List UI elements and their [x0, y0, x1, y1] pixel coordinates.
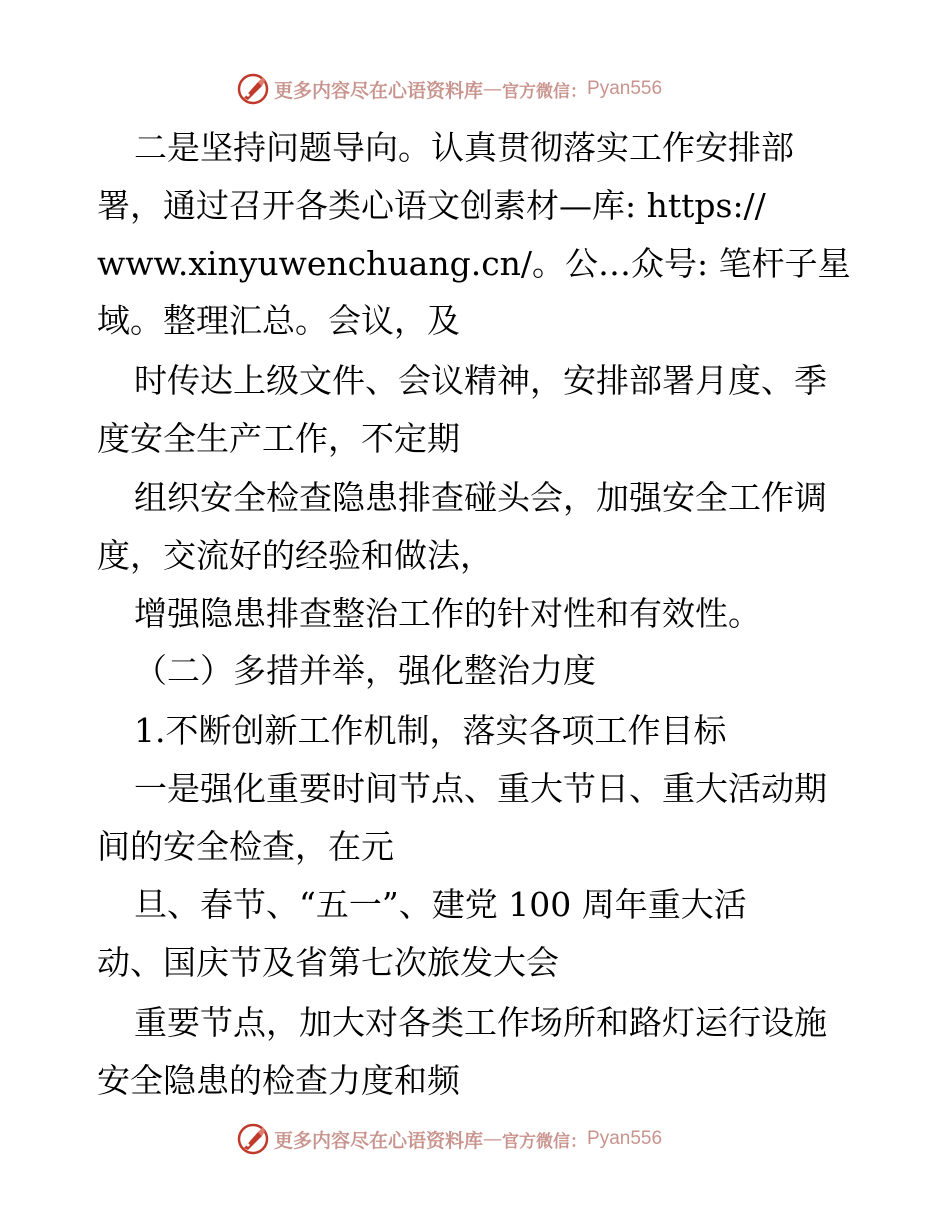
body-line: 时传达上级文件、会议精神，安排部署月度、季: [134, 361, 827, 400]
fountain-pen-logo-icon: [236, 1122, 270, 1156]
banner-dash: —: [483, 78, 503, 100]
body-line: 增强隐患排查整治工作的针对性和有效性。: [134, 594, 761, 633]
body-line: 安全隐患的检查力度和频: [97, 1061, 460, 1100]
body-line: 一是强化重要时间节点、重大节日、重大活动期: [134, 769, 827, 808]
banner-text: 更多内容尽在心语资料库: [274, 79, 484, 102]
banner-wechat-label: 官方微信：: [502, 81, 588, 102]
body-line: 署，通过召开各类心语文创素材—库: https://: [97, 186, 766, 225]
body-line: 度，交流好的经验和做法，: [97, 536, 493, 575]
banner-text: 更多内容尽在心语资料库: [274, 1129, 484, 1152]
body-line: 组织安全检查隐患排查碰头会，加强安全工作调: [134, 478, 827, 517]
body-line: 重要节点，加大对各类工作场所和路灯运行设施: [134, 1003, 827, 1042]
header-watermark: [236, 72, 716, 106]
body-line: 间的安全检查，在元: [97, 827, 394, 866]
fountain-pen-logo-icon: [236, 72, 270, 106]
body-line: www.xinyuwenchuang.cn/。公…众号: 笔杆子星: [97, 244, 851, 283]
body-line: 二是坚持问题导向。认真贯彻落实工作安排部: [134, 128, 794, 167]
section-heading: （二）多措并举，强化整治力度: [134, 651, 596, 690]
banner-dash: —: [483, 1128, 503, 1150]
body-line: 度安全生产工作，不定期: [97, 419, 460, 458]
body-line: 动、国庆节及省第七次旅发大会: [97, 943, 559, 982]
body-line: 域。整理汇总。会议，及: [97, 301, 460, 340]
banner-wechat-id: Pyan556: [587, 78, 663, 99]
banner-wechat-id: Pyan556: [587, 1128, 663, 1149]
banner-wechat-label: 官方微信：: [502, 1131, 588, 1152]
footer-watermark: [236, 1122, 716, 1156]
subsection-heading: 1.不断创新工作机制，落实各项工作目标: [134, 711, 727, 750]
body-line: 旦、春节、“五一”、建党 100 周年重大活: [134, 885, 747, 924]
